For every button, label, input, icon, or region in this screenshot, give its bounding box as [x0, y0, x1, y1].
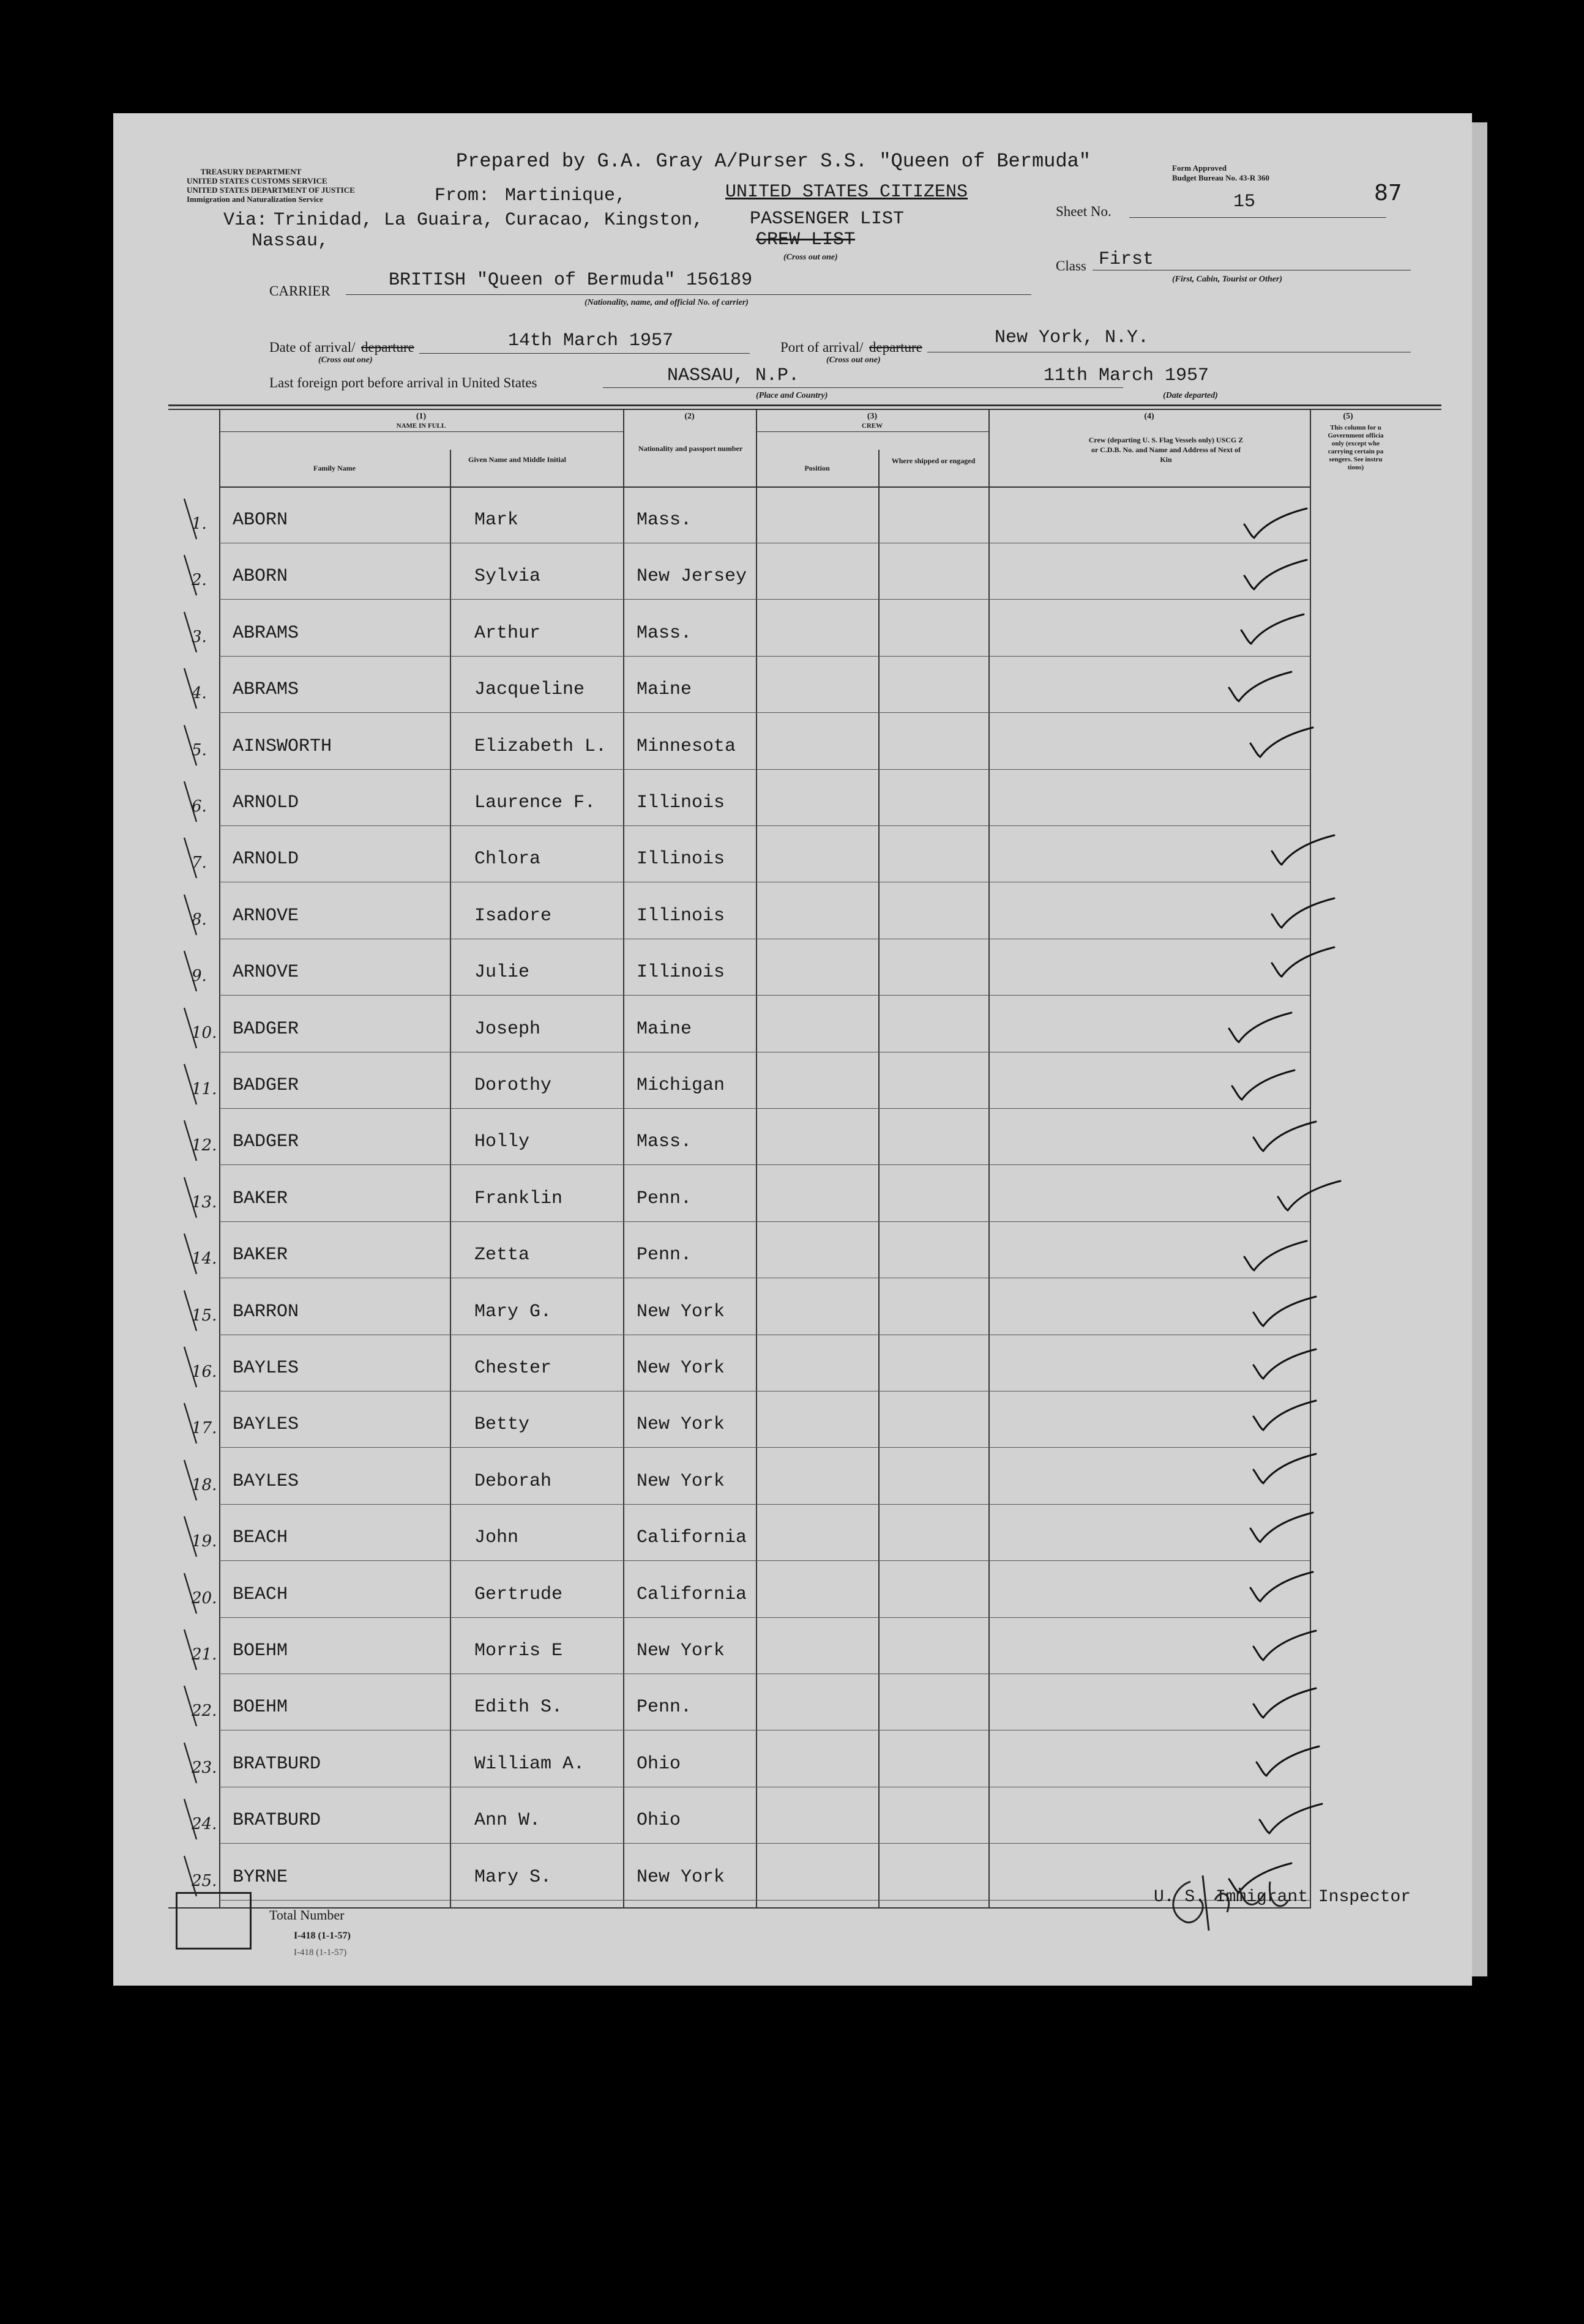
agency-line: UNITED STATES DEPARTMENT OF JUSTICE: [187, 185, 355, 195]
family-name: BAKER: [233, 1245, 288, 1266]
total-number-label: Total Number: [269, 1907, 345, 1923]
carrier-caption: (Nationality, name, and official No. of carrier): [585, 298, 749, 307]
table-row: [113, 1618, 1472, 1675]
checkmark-icon: [1239, 557, 1313, 600]
row-rule: [219, 1447, 1310, 1448]
header-subrule: [756, 431, 988, 432]
checkmark-icon: [1246, 725, 1319, 768]
col-family-name: Family Name: [313, 464, 356, 472]
row-number: 9.: [192, 967, 207, 986]
table-row: [113, 488, 1472, 544]
form-number: I-418 (1-1-57): [294, 1931, 351, 1941]
col-shipped: Where shipped or engaged: [891, 456, 976, 465]
port-arrival-label: Port of arrival/: [780, 340, 864, 355]
table-row: [113, 770, 1472, 827]
agency-block: [187, 167, 355, 204]
given-name: Gertrude: [474, 1584, 563, 1605]
checkmark-icon: [1249, 1398, 1322, 1441]
sheet-value: 15: [1233, 192, 1256, 212]
checkmark-icon: [1236, 612, 1310, 655]
row-number: 3.: [192, 627, 207, 646]
prepared-by: Prepared by G.A. Gray A/Purser S.S. "Queen of Bermuda": [456, 150, 1091, 173]
col4-title: Crew (departing U. S. Flag Vessels only) USCG Z or C.D.B. No. and Name and Address of Next of Kin: [1088, 436, 1244, 464]
family-name: BAYLES: [233, 1358, 299, 1379]
date-departure-struck: departure: [361, 340, 414, 355]
row-number: 10.: [192, 1023, 217, 1042]
citizens-heading: UNITED STATES CITIZENS: [725, 182, 968, 203]
nationality: Minnesota: [637, 736, 736, 757]
table-row: [113, 1675, 1472, 1731]
col5-number: (5): [1343, 412, 1353, 421]
manifest-page: [113, 113, 1472, 1986]
family-name: BAKER: [233, 1188, 288, 1209]
nationality: Ohio: [637, 1810, 681, 1831]
nationality: New York: [637, 1470, 725, 1492]
table-top-rule-2: [168, 409, 1441, 410]
last-port-line: [603, 387, 1123, 388]
checkmark-icon: [1249, 1628, 1322, 1671]
checkmark-icon: [1267, 833, 1340, 876]
family-name: BEACH: [233, 1584, 288, 1605]
family-name: ARNOLD: [233, 849, 299, 870]
given-name: Arthur: [474, 622, 541, 644]
row-rule: [219, 712, 1310, 713]
row-number: 8.: [192, 910, 207, 929]
nationality: New York: [637, 1641, 725, 1661]
table-row: [113, 1053, 1472, 1109]
from-label: From:: [435, 185, 490, 206]
via-value-2: Nassau,: [252, 231, 329, 251]
table-row: [113, 714, 1472, 770]
row-number: 19.: [192, 1532, 217, 1551]
budget-bureau: Budget Bureau No. 43-R 360: [1172, 173, 1270, 182]
total-number-box: [176, 1892, 252, 1950]
class-caption: (First, Cabin, Tourist or Other): [1172, 275, 1282, 284]
nationality: Illinois: [637, 849, 725, 870]
col2-number: (2): [684, 412, 695, 421]
family-name: BADGER: [233, 1018, 299, 1040]
col-position: Position: [804, 464, 830, 472]
given-name: Franklin: [474, 1188, 563, 1209]
family-name: BAYLES: [233, 1414, 299, 1436]
checkmark-icon: [1267, 896, 1340, 939]
family-name: ABRAMS: [233, 622, 299, 644]
family-name: BADGER: [233, 1075, 299, 1096]
table-row: [113, 997, 1472, 1053]
row-rule: [219, 1164, 1310, 1165]
table-row: [113, 827, 1472, 883]
given-name: Joseph: [474, 1018, 541, 1040]
sheet-label: Sheet No.: [1056, 204, 1111, 219]
family-name: BRATBURD: [233, 1810, 321, 1831]
row-rule: [219, 995, 1310, 996]
checkmark-icon: [1227, 1068, 1301, 1111]
family-name: ARNOVE: [233, 962, 299, 983]
family-name: BRATBURD: [233, 1753, 321, 1775]
table-row: [113, 1279, 1472, 1336]
given-name: Mark: [474, 510, 519, 531]
given-name: Laurence F.: [474, 792, 596, 813]
row-number: 15.: [192, 1306, 217, 1325]
checkmark-icon: [1273, 1179, 1347, 1221]
row-number: 1.: [192, 515, 207, 533]
nationality: Mass.: [637, 1131, 692, 1153]
page-number: 87: [1374, 181, 1402, 206]
given-name: Julie: [474, 962, 530, 983]
nationality: Penn.: [637, 1188, 692, 1209]
class-value: First: [1099, 249, 1154, 270]
row-number: 18.: [192, 1475, 217, 1494]
family-name: BEACH: [233, 1527, 288, 1549]
given-name: Ann W.: [474, 1810, 541, 1831]
date-departed-value: 11th March 1957: [1044, 365, 1209, 386]
nationality: Illinois: [637, 962, 725, 983]
row-number: 6.: [192, 797, 207, 816]
given-name: Mary S.: [474, 1866, 552, 1888]
given-name: John: [474, 1527, 519, 1549]
form-number-2: I-418 (1-1-57): [294, 1948, 347, 1957]
agency-line: TREASURY DEPARTMENT: [200, 167, 302, 176]
family-name: ABORN: [233, 566, 288, 587]
port-cross-caption: (Cross out one): [826, 356, 881, 365]
header-subrule: [219, 431, 623, 432]
family-name: ARNOVE: [233, 905, 299, 926]
table-row: [113, 1449, 1472, 1505]
row-rule: [219, 1108, 1310, 1109]
table-row: [113, 1109, 1472, 1166]
checkmark-icon: [1224, 669, 1298, 712]
family-name: BADGER: [233, 1131, 299, 1153]
table-row: [113, 1788, 1472, 1844]
given-name: William A.: [474, 1753, 585, 1775]
col-given-name: Given Name and Middle Initial: [468, 455, 566, 464]
table-row: [113, 1562, 1472, 1618]
row-number: 25.: [192, 1871, 217, 1890]
given-name: Deborah: [474, 1470, 552, 1492]
table-row: [113, 544, 1472, 600]
table-row: [113, 884, 1472, 940]
table-top-rule: [168, 404, 1441, 406]
carrier-line: [346, 294, 1031, 295]
row-number: 12.: [192, 1136, 217, 1155]
agency-line: UNITED STATES CUSTOMS SERVICE: [187, 176, 327, 185]
nationality: California: [637, 1527, 747, 1549]
row-number: 13.: [192, 1193, 217, 1212]
date-line: [419, 353, 750, 354]
nationality: Michigan: [637, 1075, 725, 1096]
nationality: Illinois: [637, 792, 725, 813]
nationality: Ohio: [637, 1753, 681, 1775]
checkmark-icon: [1252, 1744, 1325, 1787]
row-rule: [219, 769, 1310, 770]
nationality: New York: [637, 1301, 725, 1322]
class-label: Class: [1056, 258, 1086, 274]
row-number: 17.: [192, 1419, 217, 1438]
nationality: Maine: [637, 1018, 692, 1040]
nationality: Mass.: [637, 510, 692, 531]
family-name: BARRON: [233, 1301, 299, 1322]
row-number: 11.: [192, 1080, 217, 1098]
col4-number: (4): [1144, 412, 1154, 421]
form-approved: Form Approved: [1172, 163, 1227, 173]
carrier-label: CARRIER: [269, 283, 331, 299]
col3-number: (3): [867, 412, 878, 421]
table-row: [113, 657, 1472, 713]
row-rule: [219, 1617, 1310, 1618]
checkmark-icon: [1249, 1347, 1322, 1390]
given-name: Elizabeth L.: [474, 736, 607, 757]
via-value: Trinidad, La Guaira, Curacao, Kingston,: [274, 210, 704, 231]
given-name: Sylvia: [474, 566, 541, 587]
passenger-list-title: PASSENGER LIST: [750, 209, 905, 229]
table-row: [113, 1505, 1472, 1562]
col5-title: This column for u Government officia only (except whe carrying certain pa sengers. See instru tions): [1328, 424, 1384, 471]
cross-out-caption: (Cross out one): [783, 253, 838, 262]
checkmark-icon: [1224, 1010, 1298, 1053]
row-number: 16.: [192, 1363, 217, 1381]
crew-list-title: CREW LIST: [756, 229, 856, 250]
given-name: Edith S.: [474, 1697, 563, 1718]
row-rule: [219, 1560, 1310, 1561]
carrier-value: BRITISH "Queen of Bermuda" 156189: [389, 270, 753, 291]
table-row: [113, 1336, 1472, 1392]
sheet-line: [1129, 217, 1386, 218]
col3-title: CREW: [861, 422, 883, 430]
from-value: Martinique,: [505, 185, 627, 206]
nationality: New York: [637, 1414, 725, 1436]
row-number: 5.: [192, 740, 207, 759]
family-name: BOEHM: [233, 1641, 288, 1661]
row-number: 7.: [192, 854, 207, 873]
row-number: 14.: [192, 1250, 217, 1268]
family-name: AINSWORTH: [233, 736, 332, 757]
family-name: ARNOLD: [233, 792, 299, 813]
port-departure-struck: departure: [869, 340, 922, 355]
given-name: Chlora: [474, 849, 541, 870]
family-name: ABRAMS: [233, 679, 299, 701]
family-name: BAYLES: [233, 1470, 299, 1492]
row-rule: [219, 1504, 1310, 1505]
checkmark-icon: [1267, 945, 1340, 988]
checkmark-icon: [1249, 1294, 1322, 1337]
col1-number: (1): [416, 412, 427, 421]
table-row: [113, 1392, 1472, 1448]
table-row: [113, 601, 1472, 657]
checkmark-icon: [1239, 506, 1313, 549]
table-row: [113, 940, 1472, 996]
checkmark-icon: [1255, 1801, 1328, 1844]
row-number: 24.: [192, 1815, 217, 1834]
given-name: Chester: [474, 1358, 552, 1379]
last-port-caption: (Place and Country): [756, 391, 828, 400]
given-name: Betty: [474, 1414, 530, 1436]
given-name: Dorothy: [474, 1075, 552, 1096]
family-name: BOEHM: [233, 1697, 288, 1718]
family-name: ABORN: [233, 510, 288, 531]
checkmark-icon: [1249, 1686, 1322, 1729]
last-port-label: Last foreign port before arrival in United States: [269, 375, 537, 390]
table-row: [113, 1166, 1472, 1223]
nationality: Penn.: [637, 1245, 692, 1266]
row-rule: [219, 1843, 1310, 1844]
agency-line: Immigration and Naturalization Service: [187, 195, 323, 204]
table-row: [113, 1223, 1472, 1279]
given-name: Morris E: [474, 1641, 563, 1661]
row-number: 2.: [192, 571, 207, 590]
date-arrival-value: 14th March 1957: [508, 330, 674, 351]
nationality: Illinois: [637, 905, 725, 926]
col2-title: Nationality and passport number: [638, 444, 743, 453]
row-rule: [219, 599, 1310, 600]
given-name: Jacqueline: [474, 679, 585, 701]
via-label: Via:: [223, 210, 268, 231]
family-name: BYRNE: [233, 1866, 288, 1888]
date-arrival-label: Date of arrival/: [269, 340, 356, 355]
nationality: Maine: [637, 679, 692, 701]
row-number: 4.: [192, 684, 207, 703]
nationality: New Jersey: [637, 566, 747, 587]
given-name: Zetta: [474, 1245, 530, 1266]
row-number: 21.: [192, 1645, 217, 1664]
col1-title: NAME IN FULL: [396, 422, 446, 430]
row-rule: [219, 656, 1310, 657]
port-value: New York, N.Y.: [995, 327, 1149, 348]
checkmark-icon: [1249, 1451, 1322, 1494]
date-departed-caption: (Date departed): [1163, 391, 1218, 400]
nationality: Penn.: [637, 1697, 692, 1718]
given-name: Mary G.: [474, 1301, 552, 1322]
row-rule: [219, 825, 1310, 826]
checkmark-icon: [1249, 1119, 1322, 1162]
nationality: New York: [637, 1358, 725, 1379]
row-number: 23.: [192, 1758, 217, 1777]
checkmark-icon: [1239, 1238, 1313, 1281]
nationality: California: [637, 1584, 747, 1605]
table-row: [113, 1732, 1472, 1788]
checkmark-icon: [1246, 1510, 1319, 1553]
last-port-value: NASSAU, N.P.: [667, 365, 800, 386]
given-name: Holly: [474, 1131, 530, 1153]
inspector-label: U. S. Immigrant Inspector: [1154, 1888, 1411, 1907]
checkmark-icon: [1246, 1570, 1319, 1612]
nationality: New York: [637, 1866, 725, 1888]
row-rule: [219, 1221, 1310, 1222]
nationality: Mass.: [637, 622, 692, 644]
date-cross-caption: (Cross out one): [318, 356, 373, 365]
given-name: Isadore: [474, 905, 552, 926]
row-number: 20.: [192, 1588, 217, 1607]
row-number: 22.: [192, 1702, 217, 1721]
